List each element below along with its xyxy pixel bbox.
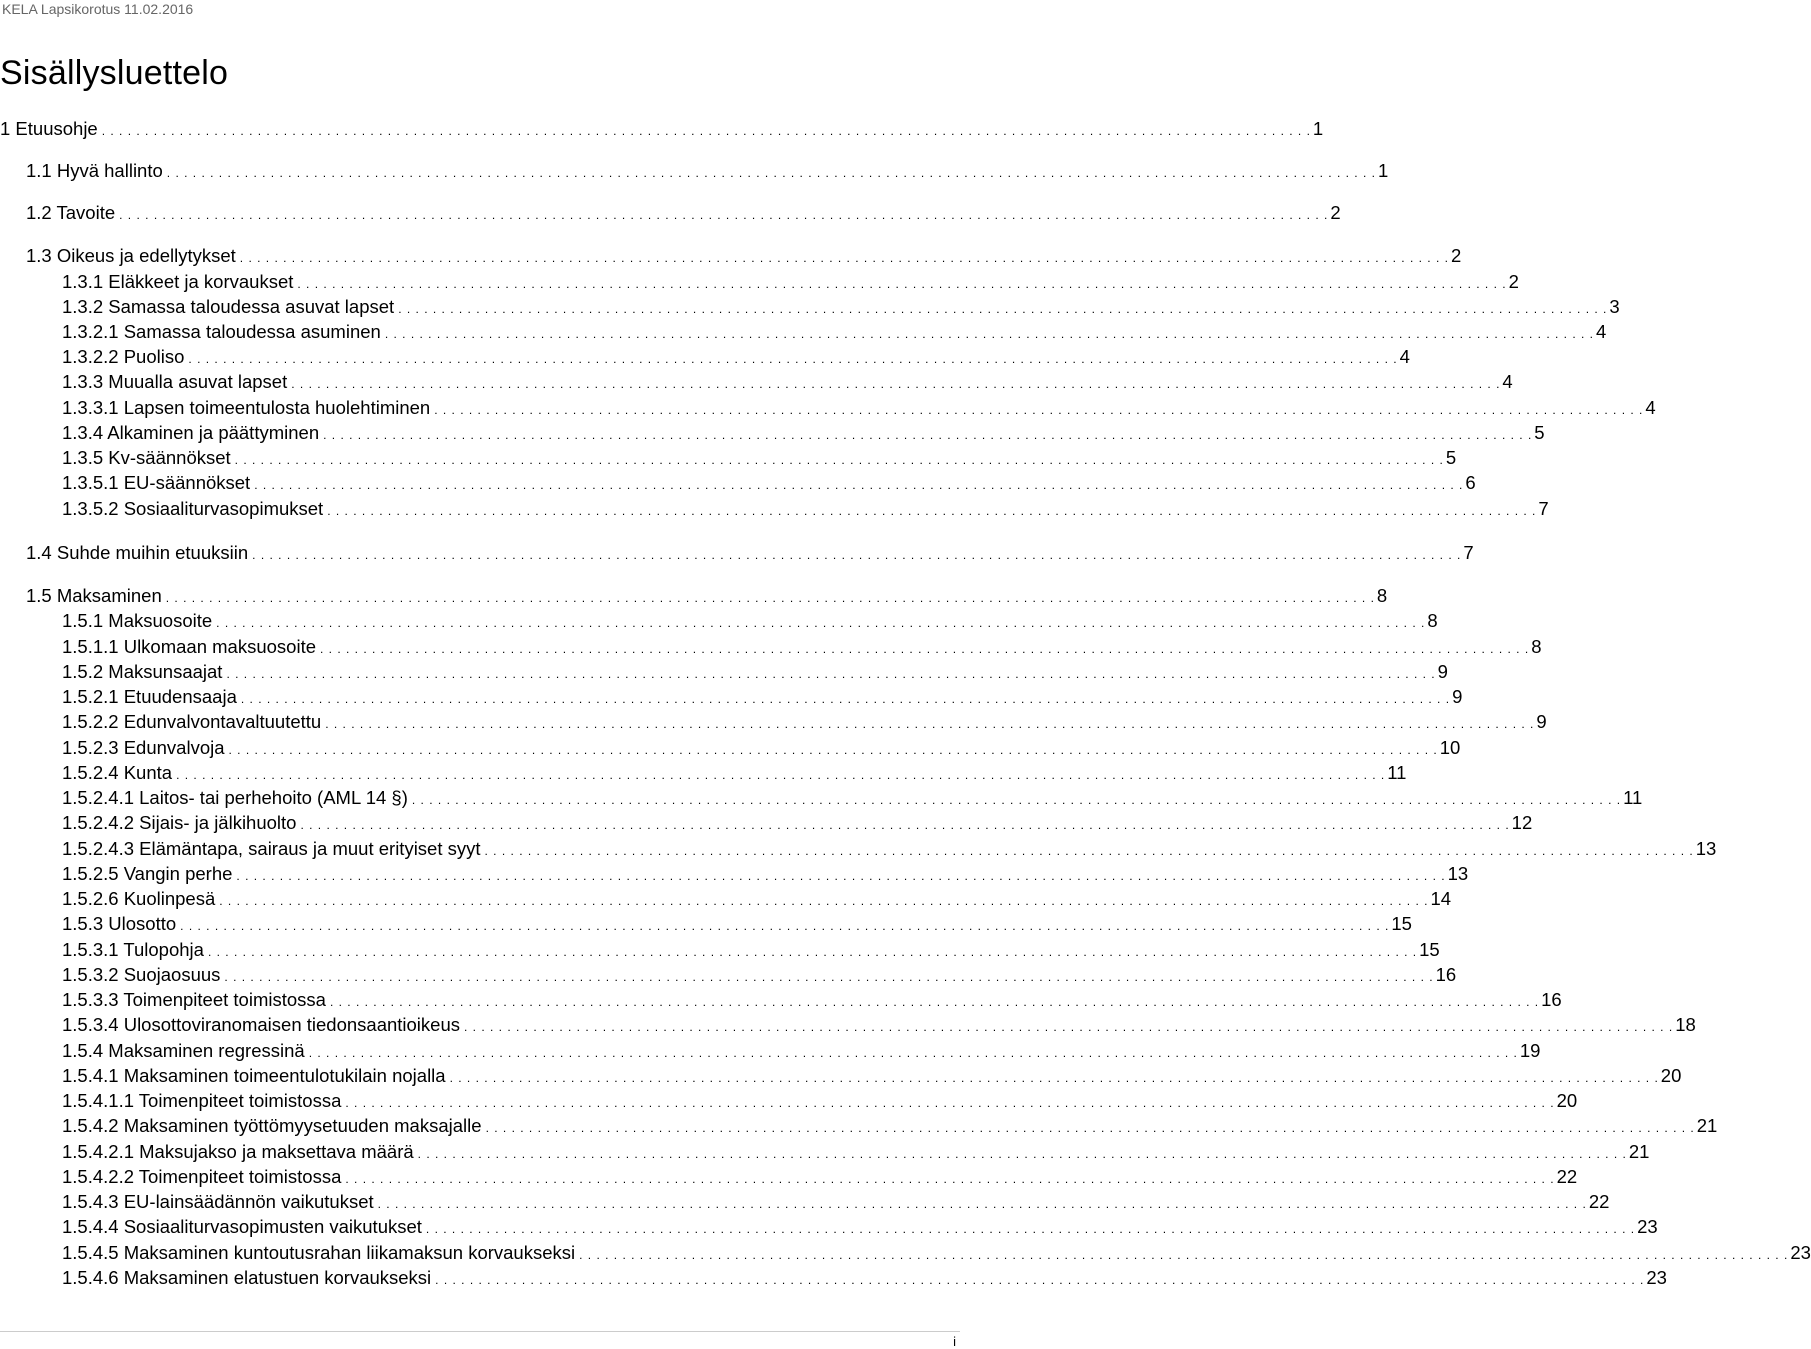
toc-entry[interactable] (62, 369, 1513, 393)
toc-entry-page: 3 (1609, 296, 1620, 317)
toc-entry-label: 1.5.4.1 Maksaminen toimeentulotukilain nojalla (62, 1065, 446, 1086)
footer-page-number: i (953, 1334, 956, 1349)
toc-dot-leader: . . . . . . . . . . . . . . . . . . . . . . . . . . . . . . . . . . . . . . . . . . . . . . . . . . . . . . . . . . . . . . . . . . . . . . . . . . . . . . . . . . . . . . . . . . . . . . . . . . . . . . . . . . . . . . . . . . . . . . . . . . . . . . . . . . . . . . . . . . . . (252, 548, 1462, 562)
toc-dot-leader: . . . . . . . . . . . . . . . . . . . . . . . . . . . . . . . . . . . . . . . . . . . . . . . . . . . . . . . . . . . . . . . . . . . . . . . . . . . . . . . . . . . . . . . . . . . . . . . . . . . . . . . . . . . . . . . . . . . . . . . . . . . . . . . . . . . . . . . . . . . . (579, 1248, 1789, 1262)
toc-entry-page: 8 (1531, 636, 1542, 657)
toc-entry-label: 1.5.2.6 Kuolinpesä (62, 888, 216, 909)
toc-entry-label: 1.5.4.1.1 Toimenpiteet toimistossa (62, 1090, 342, 1111)
toc-entry-page: 1 (1377, 160, 1389, 181)
toc-dot-leader: . . . . . . . . . . . . . . . . . . . . . . . . . . . . . . . . . . . . . . . . . . . . . . . . . . . . . . . . . . . . . . . . . . . . . . . . . . . . . . . . . . . . . . . . . . . . . . . . . . . . . . . . . . . . . . . . . . . . . . . . . . . . . . . . . . . . . . . . . . . . (485, 1121, 1695, 1135)
toc-entry-label: 1.5.2.5 Vangin perhe (62, 863, 233, 884)
toc-dot-leader: . . . . . . . . . . . . . . . . . . . . . . . . . . . . . . . . . . . . . . . . . . . . . . . . . . . . . . . . . . . . . . . . . . . . . . . . . . . . . . . . . . . . . . . . . . . . . . . . . . . . . . . . . . . . . . . . . . . . . . . . . . . . . . . . . . . . . . . . . . . . (176, 768, 1386, 782)
toc-entry-label: 1.5.3 Ulosotto (62, 913, 177, 934)
toc-entry[interactable] (26, 158, 1389, 182)
toc-dot-leader: . . . . . . . . . . . . . . . . . . . . . . . . . . . . . . . . . . . . . . . . . . . . . . . . . . . . . . . . . . . . . . . . . . . . . . . . . . . . . . . . . . . . . . . . . . . . . . . . . . . . . . . . . . . . . . . . . . . . . . . . . . . . . . . . . . . . . . . . . . . . (254, 478, 1464, 492)
toc-entry-label: 1 Etuusohje (0, 118, 98, 139)
toc-entry-page: 21 (1628, 1141, 1650, 1162)
toc-dot-leader: . . . . . . . . . . . . . . . . . . . . . . . . . . . . . . . . . . . . . . . . . . . . . . . . . . . . . . . . . . . . . . . . . . . . . . . . . . . . . . . . . . . . . . . . . . . . . . . . . . . . . . . . . . . . . . . . . . . . . . . . . . . . . . . . . . . . . . . . . . . . (323, 428, 1533, 442)
toc-dot-leader: . . . . . . . . . . . . . . . . . . . . . . . . . . . . . . . . . . . . . . . . . . . . . . . . . . . . . . . . . . . . . . . . . . . . . . . . . . . . . . . . . . . . . . . . . . . . . . . . . . . . . . . . . . . . . . . . . . . . . . . . . . . . . . . . . . . . . . . . . . . . (224, 970, 1434, 984)
toc-entry[interactable] (62, 836, 1717, 860)
toc-entry[interactable] (62, 1214, 1658, 1238)
toc-entry-page: 6 (1465, 472, 1476, 493)
toc-entry[interactable] (62, 1038, 1541, 1062)
toc-dot-leader: . . . . . . . . . . . . . . . . . . . . . . . . . . . . . . . . . . . . . . . . . . . . . . . . . . . . . . . . . . . . . . . . . . . . . . . . . . . . . . . . . . . . . . . . . . . . . . . . . . . . . . . . . . . . . . . . . . . . . . . . . . . . . . . . . . . . . . . . . . . . (434, 403, 1644, 417)
toc-entry-page: 4 (1596, 321, 1607, 342)
toc-entry-page: 7 (1463, 542, 1474, 563)
toc-dot-leader: . . . . . . . . . . . . . . . . . . . . . . . . . . . . . . . . . . . . . . . . . . . . . . . . . . . . . . . . . . . . . . . . . . . . . . . . . . . . . . . . . . . . . . . . . . . . . . . . . . . . . . . . . . . . . . . . . . . . . . . . . . . . . . . . . . . . . . . . . . . . (101, 124, 1311, 138)
toc-entry-page: 15 (1419, 939, 1440, 960)
toc-entry[interactable] (62, 445, 1457, 469)
toc-entry-page: 21 (1696, 1115, 1718, 1136)
toc-dot-leader: . . . . . . . . . . . . . . . . . . . . . . . . . . . . . . . . . . . . . . . . . . . . . . . . . . . . . . . . . . . . . . . . . . . . . . . . . . . . . . . . . . . . . . . . . . . . . . . . . . . . . . . . . . . . . . . . . . . . . . . . . . . . . . . . . . . . . . . . . . . . (384, 327, 1594, 341)
toc-entry[interactable] (62, 785, 1643, 809)
toc-dot-leader: . . . . . . . . . . . . . . . . . . . . . . . . . . . . . . . . . . . . . . . . . . . . . . . . . . . . . . . . . . . . . . . . . . . . . . . . . . . . . . . . . . . . . . . . . . . . . . . . . . . . . . . . . . . . . . . . . . . . . . . . . . . . . . . . . . . . . . . . . . . . (411, 793, 1622, 807)
toc-entry-label: 1.5.4.5 Maksaminen kuntoutusrahan liikamaksun korvaukseksi (62, 1242, 576, 1263)
toc-dot-leader: . . . . . . . . . . . . . . . . . . . . . . . . . . . . . . . . . . . . . . . . . . . . . . . . . . . . . . . . . . . . . . . . . . . . . . . . . . . . . . . . . . . . . . . . . . . . . . . . . . . . . . . . . . . . . . . . . . . . . . . . . . . . . . . . . . . . . . . . . . . . (417, 1147, 1627, 1161)
toc-entry-label: 1.5.4.6 Maksaminen elatustuen korvaukseksi (62, 1267, 432, 1288)
toc-entry[interactable] (62, 269, 1519, 293)
toc-entry-page: 13 (1447, 863, 1469, 884)
toc-entry-label: 1.5.4.2.1 Maksujakso ja maksettava määrä (62, 1141, 414, 1162)
toc-dot-leader: . . . . . . . . . . . . . . . . . . . . . . . . . . . . . . . . . . . . . . . . . . . . . . . . . . . . . . . . . . . . . . . . . . . . . . . . . . . . . . . . . . . . . . . . . . . . . . . . . . . . . . . . . . . . . . . . . . . . . . . . . . . . . . . . . . . . . . . . . . . . (464, 1020, 1674, 1034)
toc-dot-leader: . . . . . . . . . . . . . . . . . . . . . . . . . . . . . . . . . . . . . . . . . . . . . . . . . . . . . . . . . . . . . . . . . . . . . . . . . . . . . . . . . . . . . . . . . . . . . . . . . . . . . . . . . . . . . . . . . . . . . . . . . . . . . . . . . . . . . . . . . . . . (320, 642, 1530, 656)
toc-entry[interactable] (62, 987, 1562, 1011)
toc-entry-label: 1.5.3.4 Ulosottoviranomaisen tiedonsaantioikeus (62, 1014, 460, 1035)
toc-dot-leader: . . . . . . . . . . . . . . . . . . . . . . . . . . . . . . . . . . . . . . . . . . . . . . . . . . . . . . . . . . . . . . . . . . . . . . . . . . . . . . . . . . . . . . . . . . . . . . . . . . . . . . . . . . . . . . . . . . . . . . . . . . . . . . . . . . . . . . . . . . . . (236, 869, 1446, 883)
toc-entry-label: 1.3 Oikeus ja edellytykset (26, 245, 236, 266)
toc-entry[interactable] (62, 634, 1542, 658)
toc-entry-label: 1.3.3.1 Lapsen toimeentulosta huolehtiminen (62, 397, 431, 418)
toc-dot-leader: . . . . . . . . . . . . . . . . . . . . . . . . . . . . . . . . . . . . . . . . . . . . . . . . . . . . . . . . . . . . . . . . . . . . . . . . . . . . . . . . . . . . . . . . . . . . . . . . . . . . . . . . . . . . . . . . . . . . . . . . . . . . . . . . . . . . . . . . . . . . (207, 945, 1418, 959)
toc-entry-page: 13 (1695, 838, 1717, 859)
toc-entry-label: 1.5 Maksaminen (26, 585, 162, 606)
toc-entry-label: 1.5.2.4.2 Sijais- ja jälkihuolto (62, 812, 297, 833)
toc-entry[interactable] (62, 1240, 1811, 1264)
toc-entry[interactable] (62, 1012, 1696, 1036)
toc-dot-leader: . . . . . . . . . . . . . . . . . . . . . . . . . . . . . . . . . . . . . . . . . . . . . . . . . . . . . . . . . . . . . . . . . . . . . . . . . . . . . . . . . . . . . . . . . . . . . . . . . . . . . . . . . . . . . . . . . . . . . . . . . . . . . . . . . . . . . . . . . . . . (239, 251, 1449, 265)
toc-entry-page: 15 (1391, 913, 1412, 934)
toc-entry-page: 2 (1330, 202, 1341, 223)
toc-entry-page: 22 (1556, 1166, 1578, 1187)
toc-dot-leader: . . . . . . . . . . . . . . . . . . . . . . . . . . . . . . . . . . . . . . . . . . . . . . . . . . . . . . . . . . . . . . . . . . . . . . . . . . . . . . . . . . . . . . . . . . . . . . . . . . . . . . . . . . . . . . . . . . . . . . . . . . . . . . . . . . . . . . . . . . . . (308, 1046, 1518, 1060)
toc-entry[interactable] (26, 243, 1462, 267)
toc-entry-page: 18 (1675, 1014, 1696, 1035)
toc-entry-label: 1.2 Tavoite (26, 202, 116, 223)
toc-entry-page: 9 (1536, 711, 1547, 732)
toc-entry-page: 23 (1646, 1267, 1667, 1288)
toc-entry[interactable] (62, 608, 1438, 632)
toc-entry[interactable] (26, 583, 1388, 607)
toc-entry-label: 1.5.2.3 Edunvalvoja (62, 737, 225, 758)
toc-entry-label: 1.5.2.4.1 Laitos- tai perhehoito (AML 14 §) (62, 787, 408, 808)
toc-entry-label: 1.3.3 Muualla asuvat lapset (62, 371, 288, 392)
toc-entry-label: 1.5.4.3 EU-lainsäädännön vaikutukset (62, 1191, 374, 1212)
toc-entry-label: 1.3.5 Kv-säännökset (62, 447, 231, 468)
toc-dot-leader: . . . . . . . . . . . . . . . . . . . . . . . . . . . . . . . . . . . . . . . . . . . . . . . . . . . . . . . . . . . . . . . . . . . . . . . . . . . . . . . . . . . . . . . . . . . . . . . . . . . . . . . . . . . . . . . . . . . . . . . . . . . . . . . . . . . . . . . . . . . . (345, 1096, 1555, 1110)
toc-entry-label: 1.3.2.1 Samassa taloudessa asuminen (62, 321, 381, 342)
toc-entry-label: 1.5.2.2 Edunvalvontavaltuutettu (62, 711, 322, 732)
toc-entry-page: 20 (1556, 1090, 1578, 1111)
toc-entry-page: 22 (1588, 1191, 1610, 1212)
toc-entry-page: 9 (1452, 686, 1463, 707)
toc-entry[interactable] (62, 470, 1476, 494)
toc-entry[interactable] (62, 1189, 1610, 1213)
toc-dot-leader: . . . . . . . . . . . . . . . . . . . . . . . . . . . . . . . . . . . . . . . . . . . . . . . . . . . . . . . . . . . . . . . . . . . . . . . . . . . . . . . . . . . . . . . . . . . . . . . . . . . . . . . . . . . . . . . . . . . . . . . . . . . . . . . . . . . . . . . . . . . . (219, 894, 1429, 908)
toc-entry-label: 1.5.3.1 Tulopohja (62, 939, 204, 960)
footer-divider (0, 1331, 960, 1332)
toc-dot-leader: . . . . . . . . . . . . . . . . . . . . . . . . . . . . . . . . . . . . . . . . . . . . . . . . . . . . . . . . . . . . . . . . . . . . . . . . . . . . . . . . . . . . . . . . . . . . . . . . . . . . . . . . . . . . . . . . . . . . . . . . . . . . . . . . . . . . . . . . . . . . (425, 1222, 1636, 1236)
toc-entry-label: 1.5.4.4 Sosiaaliturvasopimusten vaikutukset (62, 1216, 422, 1237)
toc-dot-leader: . . . . . . . . . . . . . . . . . . . . . . . . . . . . . . . . . . . . . . . . . . . . . . . . . . . . . . . . . . . . . . . . . . . . . . . . . . . . . . . . . . . . . . . . . . . . . . . . . . . . . . . . . . . . . . . . . . . . . . . . . . . . . . . . . . . . . . . . . . . . (166, 166, 1376, 180)
toc-entry-page: 19 (1519, 1040, 1541, 1061)
toc-dot-leader: . . . . . . . . . . . . . . . . . . . . . . . . . . . . . . . . . . . . . . . . . . . . . . . . . . . . . . . . . . . . . . . . . . . . . . . . . . . . . . . . . . . . . . . . . . . . . . . . . . . . . . . . . . . . . . . . . . . . . . . . . . . . . . . . . . . . . . . . . . . . (119, 208, 1329, 222)
toc-entry-label: 1.3.5.1 EU-säännökset (62, 472, 251, 493)
toc-entry-page: 4 (1399, 346, 1410, 367)
toc-entry-page: 7 (1538, 498, 1549, 519)
toc-dot-leader: . . . . . . . . . . . . . . . . . . . . . . . . . . . . . . . . . . . . . . . . . . . . . . . . . . . . . . . . . . . . . . . . . . . . . . . . . . . . . . . . . . . . . . . . . . . . . . . . . . . . . . . . . . . . . . . . . . . . . . . . . . . . . . . . . . . . . . . . . . . . (180, 919, 1390, 933)
toc-entry-label: 1.5.4 Maksaminen regressinä (62, 1040, 305, 1061)
toc-entry[interactable] (62, 1088, 1578, 1112)
toc-entry[interactable] (0, 116, 1324, 140)
toc-entry-label: 1.4 Suhde muihin etuuksiin (26, 542, 249, 563)
toc-entry[interactable] (26, 200, 1341, 224)
toc-entry-label: 1.3.2.2 Puoliso (62, 346, 185, 367)
toc-dot-leader: . . . . . . . . . . . . . . . . . . . . . . . . . . . . . . . . . . . . . . . . . . . . . . . . . . . . . . . . . . . . . . . . . . . . . . . . . . . . . . . . . . . . . . . . . . . . . . . . . . . . . . . . . . . . . . . . . . . . . . . . . . . . . . . . . . . . . . . . . . . . (165, 591, 1375, 605)
toc-entry-page: 8 (1427, 610, 1438, 631)
toc-dot-leader: . . . . . . . . . . . . . . . . . . . . . . . . . . . . . . . . . . . . . . . . . . . . . . . . . . . . . . . . . . . . . . . . . . . . . . . . . . . . . . . . . . . . . . . . . . . . . . . . . . . . . . . . . . . . . . . . . . . . . . . . . . . . . . . . . . . . . . . . . . . . (188, 352, 1398, 366)
toc-entry[interactable] (62, 395, 1656, 419)
toc-entry-page: 16 (1435, 964, 1457, 985)
toc-dot-leader: . . . . . . . . . . . . . . . . . . . . . . . . . . . . . . . . . . . . . . . . . . . . . . . . . . . . . . . . . . . . . . . . . . . . . . . . . . . . . . . . . . . . . . . . . . . . . . . . . . . . . . . . . . . . . . . . . . . . . . . . . . . . . . . . . . . . . . . . . . . . (435, 1273, 1645, 1287)
toc-dot-leader: . . . . . . . . . . . . . . . . . . . . . . . . . . . . . . . . . . . . . . . . . . . . . . . . . . . . . . . . . . . . . . . . . . . . . . . . . . . . . . . . . . . . . . . . . . . . . . . . . . . . . . . . . . . . . . . . . . . . . . . . . . . . . . . . . . . . . . . . . . . . (345, 1172, 1555, 1186)
toc-entry[interactable] (62, 319, 1607, 343)
toc-dot-leader: . . . . . . . . . . . . . . . . . . . . . . . . . . . . . . . . . . . . . . . . . . . . . . . . . . . . . . . . . . . . . . . . . . . . . . . . . . . . . . . . . . . . . . . . . . . . . . . . . . . . . . . . . . . . . . . . . . . . . . . . . . . . . . . . . . . . . . . . . . . . (297, 277, 1507, 291)
toc-entry[interactable] (62, 760, 1407, 784)
toc-entry-label: 1.1 Hyvä hallinto (26, 160, 163, 181)
toc-entry[interactable] (26, 540, 1474, 564)
toc-entry[interactable] (62, 294, 1620, 318)
toc-entry[interactable] (62, 496, 1549, 520)
toc-entry-page: 4 (1645, 397, 1656, 418)
toc-dot-leader: . . . . . . . . . . . . . . . . . . . . . . . . . . . . . . . . . . . . . . . . . . . . . . . . . . . . . . . . . . . . . . . . . . . . . . . . . . . . . . . . . . . . . . . . . . . . . . . . . . . . . . . . . . . . . . . . . . . . . . . . . . . . . . . . . . . . . . . . . . . . (329, 995, 1540, 1009)
toc-entry-label: 1.5.2.4 Kunta (62, 762, 173, 783)
toc-dot-leader: . . . . . . . . . . . . . . . . . . . . . . . . . . . . . . . . . . . . . . . . . . . . . . . . . . . . . . . . . . . . . . . . . . . . . . . . . . . . . . . . . . . . . . . . . . . . . . . . . . . . . . . . . . . . . . . . . . . . . . . . . . . . . . . . . . . . . . . . . . . . (449, 1071, 1659, 1085)
toc-entry-page: 1 (1312, 118, 1324, 139)
toc-entry[interactable] (62, 962, 1457, 986)
toc-entry-page: 12 (1511, 812, 1533, 833)
toc-dot-leader: . . . . . . . . . . . . . . . . . . . . . . . . . . . . . . . . . . . . . . . . . . . . . . . . . . . . . . . . . . . . . . . . . . . . . . . . . . . . . . . . . . . . . . . . . . . . . . . . . . . . . . . . . . . . . . . . . . . . . . . . . . . . . . . . . . . . . . . . . . . . (228, 743, 1438, 757)
toc-dot-leader: . . . . . . . . . . . . . . . . . . . . . . . . . . . . . . . . . . . . . . . . . . . . . . . . . . . . . . . . . . . . . . . . . . . . . . . . . . . . . . . . . . . . . . . . . . . . . . . . . . . . . . . . . . . . . . . . . . . . . . . . . . . . . . . . . . . . . . . . . . . . (327, 504, 1537, 518)
toc-dot-leader: . . . . . . . . . . . . . . . . . . . . . . . . . . . . . . . . . . . . . . . . . . . . . . . . . . . . . . . . . . . . . . . . . . . . . . . . . . . . . . . . . . . . . . . . . . . . . . . . . . . . . . . . . . . . . . . . . . . . . . . . . . . . . . . . . . . . . . . . . . . . (291, 377, 1501, 391)
toc-entry[interactable] (62, 886, 1452, 910)
toc-dot-leader: . . . . . . . . . . . . . . . . . . . . . . . . . . . . . . . . . . . . . . . . . . . . . . . . . . . . . . . . . . . . . . . . . . . . . . . . . . . . . . . . . . . . . . . . . . . . . . . . . . . . . . . . . . . . . . . . . . . . . . . . . . . . . . . . . . . . . . . . . . . . (377, 1197, 1587, 1211)
toc-entry-page: 5 (1534, 422, 1545, 443)
toc-entry-label: 1.5.2.1 Etuudensaaja (62, 686, 237, 707)
toc-dot-leader: . . . . . . . . . . . . . . . . . . . . . . . . . . . . . . . . . . . . . . . . . . . . . . . . . . . . . . . . . . . . . . . . . . . . . . . . . . . . . . . . . . . . . . . . . . . . . . . . . . . . . . . . . . . . . . . . . . . . . . . . . . . . . . . . . . . . . . . . . . . . (484, 844, 1694, 858)
toc-entry-page: 2 (1450, 245, 1462, 266)
toc-entry-label: 1.5.4.2 Maksaminen työttömyysetuuden maksajalle (62, 1115, 482, 1136)
toc-entry-page: 2 (1508, 271, 1519, 292)
toc-entry-label: 1.3.1 Eläkkeet ja korvaukset (62, 271, 294, 292)
toc-entry-label: 1.5.2.4.3 Elämäntapa, sairaus ja muut erityiset syyt (62, 838, 481, 859)
toc-entry[interactable] (62, 937, 1440, 961)
toc-entry-label: 1.5.3.3 Toimenpiteet toimistossa (62, 989, 326, 1010)
toc-entry[interactable] (62, 659, 1448, 683)
page-title: Sisällysluettelo (0, 54, 229, 92)
toc-entry[interactable] (62, 735, 1461, 759)
toc-entry-page: 4 (1502, 371, 1513, 392)
toc-entry-page: 9 (1437, 661, 1448, 682)
toc-entry-label: 1.5.4.2.2 Toimenpiteet toimistossa (62, 1166, 342, 1187)
toc-entry-page: 14 (1430, 888, 1452, 909)
toc-entry-label: 1.3.4 Alkaminen ja päättyminen (62, 422, 320, 443)
toc-entry[interactable] (62, 420, 1545, 444)
toc-dot-leader: . . . . . . . . . . . . . . . . . . . . . . . . . . . . . . . . . . . . . . . . . . . . . . . . . . . . . . . . . . . . . . . . . . . . . . . . . . . . . . . . . . . . . . . . . . . . . . . . . . . . . . . . . . . . . . . . . . . . . . . . . . . . . . . . . . . . . . . . . . . . (240, 692, 1451, 706)
toc-dot-leader: . . . . . . . . . . . . . . . . . . . . . . . . . . . . . . . . . . . . . . . . . . . . . . . . . . . . . . . . . . . . . . . . . . . . . . . . . . . . . . . . . . . . . . . . . . . . . . . . . . . . . . . . . . . . . . . . . . . . . . . . . . . . . . . . . . . . . . . . . . . . (300, 818, 1510, 832)
toc-entry-label: 1.5.2 Maksunsaajat (62, 661, 223, 682)
toc-dot-leader: . . . . . . . . . . . . . . . . . . . . . . . . . . . . . . . . . . . . . . . . . . . . . . . . . . . . . . . . . . . . . . . . . . . . . . . . . . . . . . . . . . . . . . . . . . . . . . . . . . . . . . . . . . . . . . . . . . . . . . . . . . . . . . . . . . . . . . . . . . . . (325, 717, 1535, 731)
toc-entry-page: 11 (1387, 762, 1407, 783)
toc-entry[interactable] (62, 1113, 1718, 1137)
toc-entry-label: 1.5.1 Maksuosoite (62, 610, 213, 631)
toc-entry[interactable] (62, 1063, 1682, 1087)
toc-entry-page: 10 (1439, 737, 1461, 758)
toc-entry-page: 11 (1623, 787, 1643, 808)
toc-entry-page: 23 (1790, 1242, 1811, 1263)
toc-entry-page: 16 (1541, 989, 1562, 1010)
toc-dot-leader: . . . . . . . . . . . . . . . . . . . . . . . . . . . . . . . . . . . . . . . . . . . . . . . . . . . . . . . . . . . . . . . . . . . . . . . . . . . . . . . . . . . . . . . . . . . . . . . . . . . . . . . . . . . . . . . . . . . . . . . . . . . . . . . . . . . . . . . . . . . . (216, 616, 1426, 630)
toc-entry-label: 1.3.2 Samassa taloudessa asuvat lapset (62, 296, 395, 317)
toc-entry[interactable] (62, 1139, 1650, 1163)
toc-entry[interactable] (62, 810, 1533, 834)
toc-entry-page: 8 (1376, 585, 1388, 606)
toc-dot-leader: . . . . . . . . . . . . . . . . . . . . . . . . . . . . . . . . . . . . . . . . . . . . . . . . . . . . . . . . . . . . . . . . . . . . . . . . . . . . . . . . . . . . . . . . . . . . . . . . . . . . . . . . . . . . . . . . . . . . . . . . . . . . . . . . . . . . . . . . . . . . (398, 302, 1608, 316)
toc-entry-page: 5 (1445, 447, 1457, 468)
toc-entry[interactable] (62, 344, 1410, 368)
toc-entry[interactable] (62, 911, 1412, 935)
toc-dot-leader: . . . . . . . . . . . . . . . . . . . . . . . . . . . . . . . . . . . . . . . . . . . . . . . . . . . . . . . . . . . . . . . . . . . . . . . . . . . . . . . . . . . . . . . . . . . . . . . . . . . . . . . . . . . . . . . . . . . . . . . . . . . . . . . . . . . . . . . . . . . . (234, 453, 1444, 467)
toc-entry-label: 1.3.5.2 Sosiaaliturvasopimukset (62, 498, 324, 519)
toc-entry[interactable] (62, 1164, 1578, 1188)
toc-entry-page: 23 (1637, 1216, 1658, 1237)
document-header: KELA Lapsikorotus 11.02.2016 (2, 1, 194, 17)
toc-entry[interactable] (62, 1265, 1667, 1289)
toc-entry[interactable] (62, 684, 1463, 708)
toc-entry-label: 1.5.3.2 Suojaosuus (62, 964, 221, 985)
toc-entry[interactable] (62, 709, 1547, 733)
toc-dot-leader: . . . . . . . . . . . . . . . . . . . . . . . . . . . . . . . . . . . . . . . . . . . . . . . . . . . . . . . . . . . . . . . . . . . . . . . . . . . . . . . . . . . . . . . . . . . . . . . . . . . . . . . . . . . . . . . . . . . . . . . . . . . . . . . . . . . . . . . . . . . . (226, 667, 1436, 681)
toc-entry-label: 1.5.1.1 Ulkomaan maksuosoite (62, 636, 316, 657)
toc-entry[interactable] (62, 861, 1469, 885)
toc-entry-page: 20 (1660, 1065, 1682, 1086)
